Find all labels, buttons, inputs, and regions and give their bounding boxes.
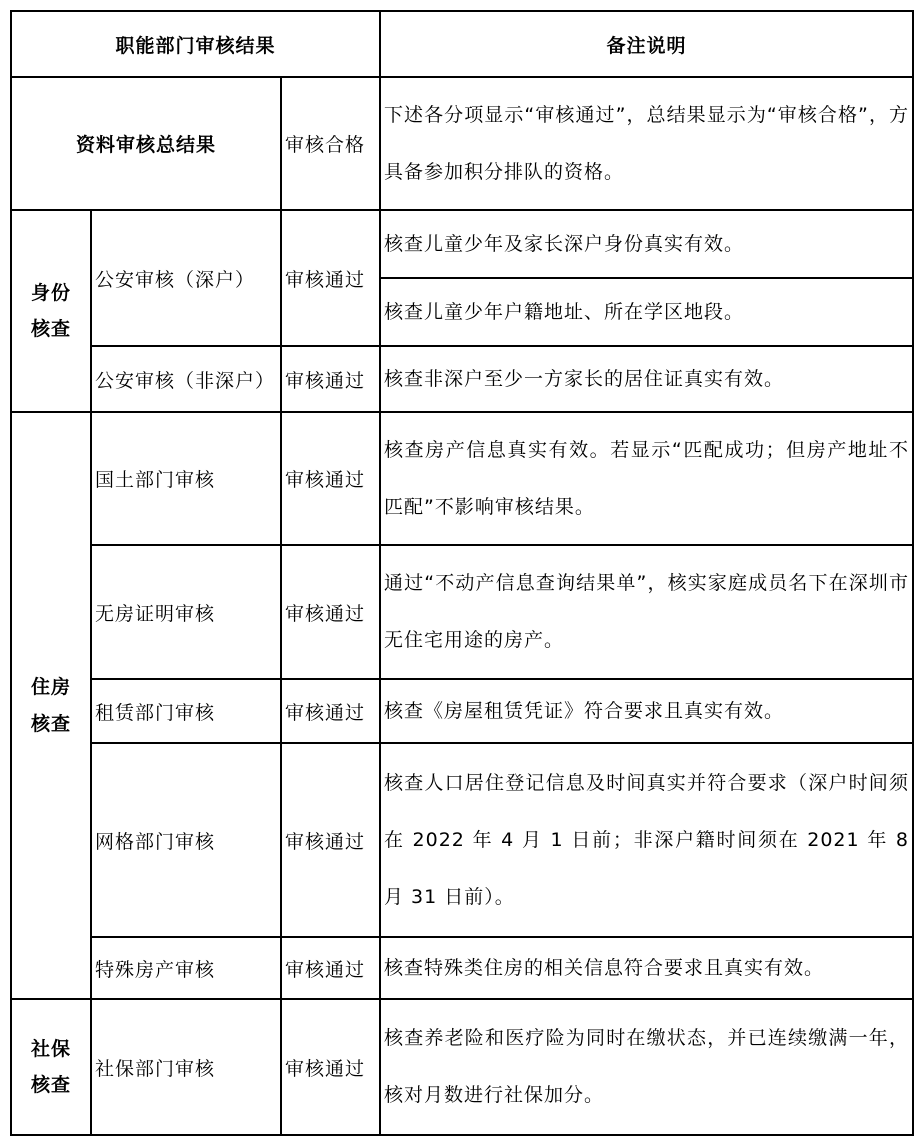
header-row: [11, 11, 913, 77]
housing-category-line1: 住房: [30, 676, 71, 699]
summary-row: [11, 77, 913, 210]
housing-note-grid: 核查人口居住登记信息及时间真实并符合要求（深户时间须在 2022 年 4 月 1 日前；非深户籍时间须在 2021 年 8 月 31 日前）。: [380, 743, 913, 937]
summary-label: 资料审核总结果: [11, 77, 281, 210]
housing-dept-special: 特殊房产审核: [91, 937, 281, 999]
identity-note-shenhu-1: 核查儿童少年及家长深户身份真实有效。: [380, 210, 913, 278]
identity-category: [11, 210, 91, 412]
housing-status-special: 审核通过: [281, 937, 380, 999]
review-results-table: [10, 10, 914, 1136]
housing-dept-rental: 租赁部门审核: [91, 679, 281, 743]
housing-status-nohouse: 审核通过: [281, 545, 380, 679]
social-row-1: [11, 999, 913, 1135]
identity-note-shenhu-2: 核查儿童少年户籍地址、所在学区地段。: [380, 278, 913, 346]
identity-row-2: [11, 346, 913, 412]
header-dept-result: 职能部门审核结果: [11, 11, 380, 77]
identity-dept-feishenhu: 公安审核（非深户）: [91, 346, 281, 412]
summary-note: 下述各分项显示“审核通过”，总结果显示为“审核合格”，方具备参加积分排队的资格。: [380, 77, 913, 210]
social-category: [11, 999, 91, 1135]
housing-dept-land: 国土部门审核: [91, 412, 281, 545]
header-notes: 备注说明: [380, 11, 913, 77]
housing-row-2: [11, 545, 913, 679]
identity-category-line1: 身份: [30, 281, 71, 304]
housing-row-1: [11, 412, 913, 545]
social-note: 核查养老险和医疗险为同时在缴状态，并已连续缴满一年，核对月数进行社保加分。: [380, 999, 913, 1135]
summary-status: 审核合格: [281, 77, 380, 210]
social-status: 审核通过: [281, 999, 380, 1135]
housing-category: [11, 412, 91, 999]
housing-category-line2: 核查: [30, 712, 71, 735]
social-category-line2: 核查: [30, 1074, 71, 1096]
housing-note-land: 核查房产信息真实有效。若显示“匹配成功；但房产地址不匹配”不影响审核结果。: [380, 412, 913, 545]
identity-status-shenhu: 审核通过: [281, 210, 380, 346]
identity-row-1a: [11, 210, 913, 278]
housing-dept-nohouse: 无房证明审核: [91, 545, 281, 679]
identity-category-line2: 核查: [30, 318, 71, 340]
housing-status-grid: 审核通过: [281, 743, 380, 937]
housing-note-rental: 核查《房屋租赁凭证》符合要求且真实有效。: [380, 679, 913, 743]
social-dept: 社保部门审核: [91, 999, 281, 1135]
housing-row-3: [11, 679, 913, 743]
housing-status-rental: 审核通过: [281, 679, 380, 743]
housing-note-nohouse: 通过“不动产信息查询结果单”，核实家庭成员名下在深圳市无住宅用途的房产。: [380, 545, 913, 679]
identity-note-feishenhu: 核查非深户至少一方家长的居住证真实有效。: [380, 346, 913, 412]
identity-dept-shenhu: 公安审核（深户）: [91, 210, 281, 346]
housing-status-land: 审核通过: [281, 412, 380, 545]
housing-dept-grid: 网格部门审核: [91, 743, 281, 937]
housing-note-special: 核查特殊类住房的相关信息符合要求且真实有效。: [380, 937, 913, 999]
housing-row-5: [11, 937, 913, 999]
identity-status-feishenhu: 审核通过: [281, 346, 380, 412]
housing-row-4: [11, 743, 913, 937]
social-category-line1: 社保: [30, 1037, 71, 1060]
